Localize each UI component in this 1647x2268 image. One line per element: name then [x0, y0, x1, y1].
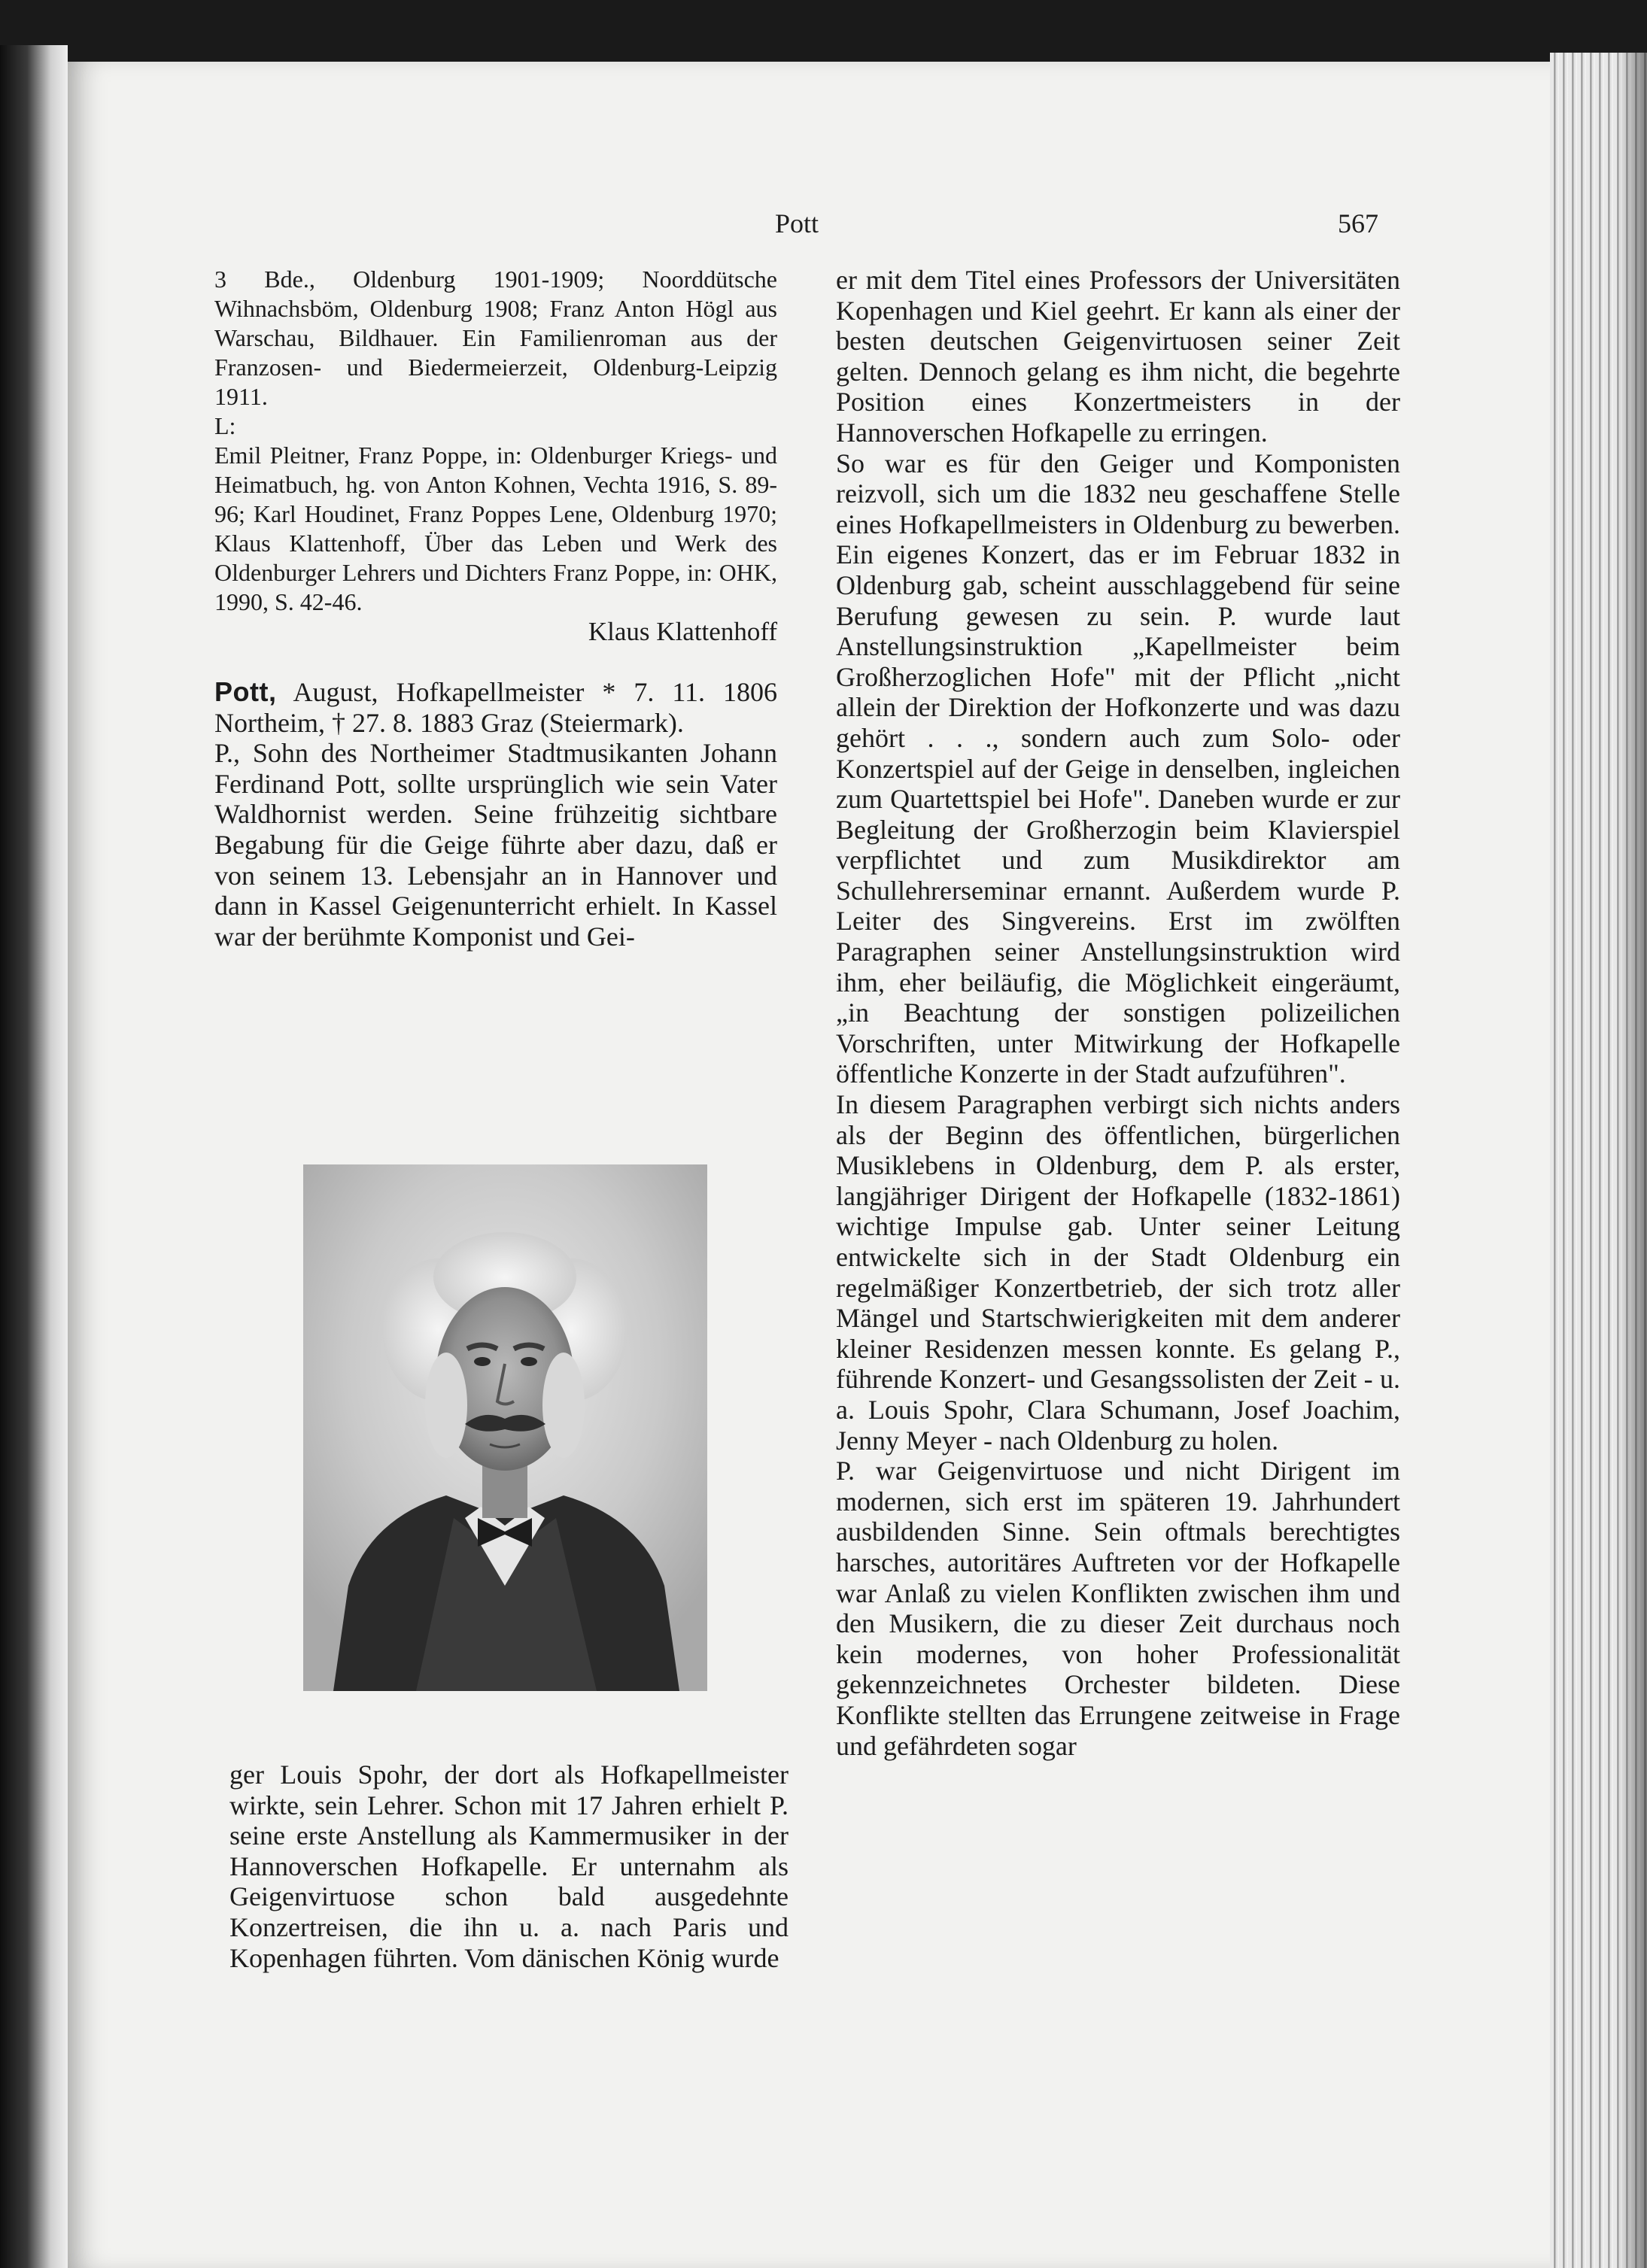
previous-entry-works: 3 Bde., Oldenburg 1901-1909; Noorddütsche Wihnachsböm, Oldenburg 1908; Franz Anton Högl aus Warschau, Bildhauer. Ein Familienroman aus der Franzosen- und Biedermeierzeit, Oldenburg-Leipzig 1911.	[214, 266, 777, 410]
left-column-bottom	[229, 1759, 789, 1973]
page-number: 567	[1338, 208, 1378, 238]
running-head: Pott	[775, 208, 819, 238]
entry-spacer	[214, 647, 777, 677]
portrait-photo-icon	[303, 1164, 707, 1691]
left-column-top	[214, 265, 777, 952]
literature-label: L:	[214, 412, 236, 439]
entry-paragraph-2: er mit dem Titel eines Professors der Universitäten Kopenhagen und Kiel geehrt. Er kann als einer der besten deutschen Geigenvirtuosen seiner Zeit gelten. Dennoch gelang es ihm nicht, die begehrte Position eines Konzertmeisters in der Hannoverschen Hofkapelle zu erringen.	[836, 265, 1400, 448]
entry-paragraph-4: In diesem Paragraphen verbirgt sich nichts anders als der Beginn des öffentlichen, bürgerlichen Musiklebens in Oldenburg, dem P. als erster, langjähriger Dirigent der Hofkapelle (1832-1861) wichtige Impulse gab. Unter seiner Leitung entwickelte sich in der Stadt Oldenburg ein regelmäßiger Konzertbetrieb, der sich trotz aller Mängel und Startschwierigkeiten mit dem anderer kleiner Residenzen messen konnte. Es gelang P., führende Konzert- und Gesangssolisten der Zeit - u. a. Louis Spohr, Clara Schumann, Josef Joachim, Jenny Meyer - nach Oldenburg zu holen.	[836, 1089, 1400, 1456]
portrait-illustration	[303, 1164, 707, 1691]
entry-paragraph-1-continued: ger Louis Spohr, der dort als Hofkapellmeister wirkte, sein Lehrer. Schon mit 17 Jahren erhielt P. seine erste Anstellung als Kammermusiker in der Hannoverschen Hofkapelle. Er unternahm als Geigenvirtuose schon bald ausgedehnte Konzertreisen, die ihn u. a. nach Paris und Kopenhagen führten. Vom dänischen König wurde	[229, 1759, 789, 1973]
scanner-background	[0, 0, 1647, 68]
book-spine	[0, 45, 68, 2268]
entry-name: Pott,	[214, 676, 277, 707]
entry-paragraph-1: P., Sohn des Northeimer Stadtmusikanten Johann Ferdinand Pott, sollte ursprünglich wie sein Vater Waldhornist werden. Seine frühzeitig sichtbare Begabung für die Geige führte aber dazu, daß er von seinem 13. Lebensjahr an in Hannover und dann in Kassel Geigenunterricht erhielt. In Kassel war der berühmte Komponist und Gei-	[214, 738, 777, 952]
entry-paragraph-3: So war es für den Geiger und Komponisten reizvoll, sich um die 1832 neu geschaffene Stelle eines Hofkapellmeisters in Oldenburg zu bewerben. Ein eigenes Konzert, das er im Februar 1832 in Oldenburg gab, scheint ausschlaggebend für seine Berufung gewesen zu sein. P. wurde laut Anstellungsinstruktion „Kapellmeister beim Großherzoglichen Hofe" mit der Pflicht „nicht allein der Direktion der Hofkonzerte und was dazu gehört . . ., sondern auch zum Solo- oder Konzertspiel auf der Geige in denselben, ingleichen zum Quartettspiel bei Hofe". Daneben wurde er zur Begleitung der Großherzogin beim Klavierspiel verpflichtet und zum Musikdirektor am Schullehrerseminar ernannt. Außerdem wurde P. Leiter des Singvereins. Erst im zwölften Paragraphen seiner Anstellungsinstruktion wird ihm, eher beiläufig, die Möglichkeit eingeräumt, „in Beachtung der sonstigen polizeilichen Vorschriften, unter Mitwirkung der Hofkapelle öffentliche Konzerte in der Stadt aufzuführen".	[836, 448, 1400, 1089]
entry-paragraph-5: P. war Geigenvirtuose und nicht Dirigent im modernen, sich erst im späteren 19. Jahrhundert ausbildenden Sinne. Sein oftmals berechtigtes harsches, autoritäres Auftreten vor der Hofkapelle war Anlaß zu vielen Konflikten zwischen ihm und den Musikern, die zu dieser Zeit durchaus noch kein modernes, von hoher Professionalität gekennzeichnetes Orchester bildeten. Diese Konflikte stellten das Errungene zeitweise in Frage und gefährdeten sogar	[836, 1456, 1400, 1761]
entry-life-dates: August, Hofkapellmeister * 7. 11. 1806 Northeim, † 27. 8. 1883 Graz (Steiermark).	[214, 677, 777, 738]
page-edge-shadow	[1618, 53, 1647, 2268]
entry-headline	[214, 677, 777, 738]
previous-entry-author: Klaus Klattenhoff	[588, 617, 777, 646]
right-column	[836, 265, 1400, 1761]
previous-entry-literature: Emil Pleitner, Franz Poppe, in: Oldenburger Kriegs- und Heimatbuch, hg. von Anton Kohnen, Vechta 1916, S. 89-96; Karl Houdinet, Franz Poppes Lene, Oldenburg 1970; Klaus Klattenhoff, Über das Leben und Werk des Oldenburger Lehrers und Dichters Franz Poppe, in: OHK, 1990, S. 42-46.	[214, 442, 777, 615]
